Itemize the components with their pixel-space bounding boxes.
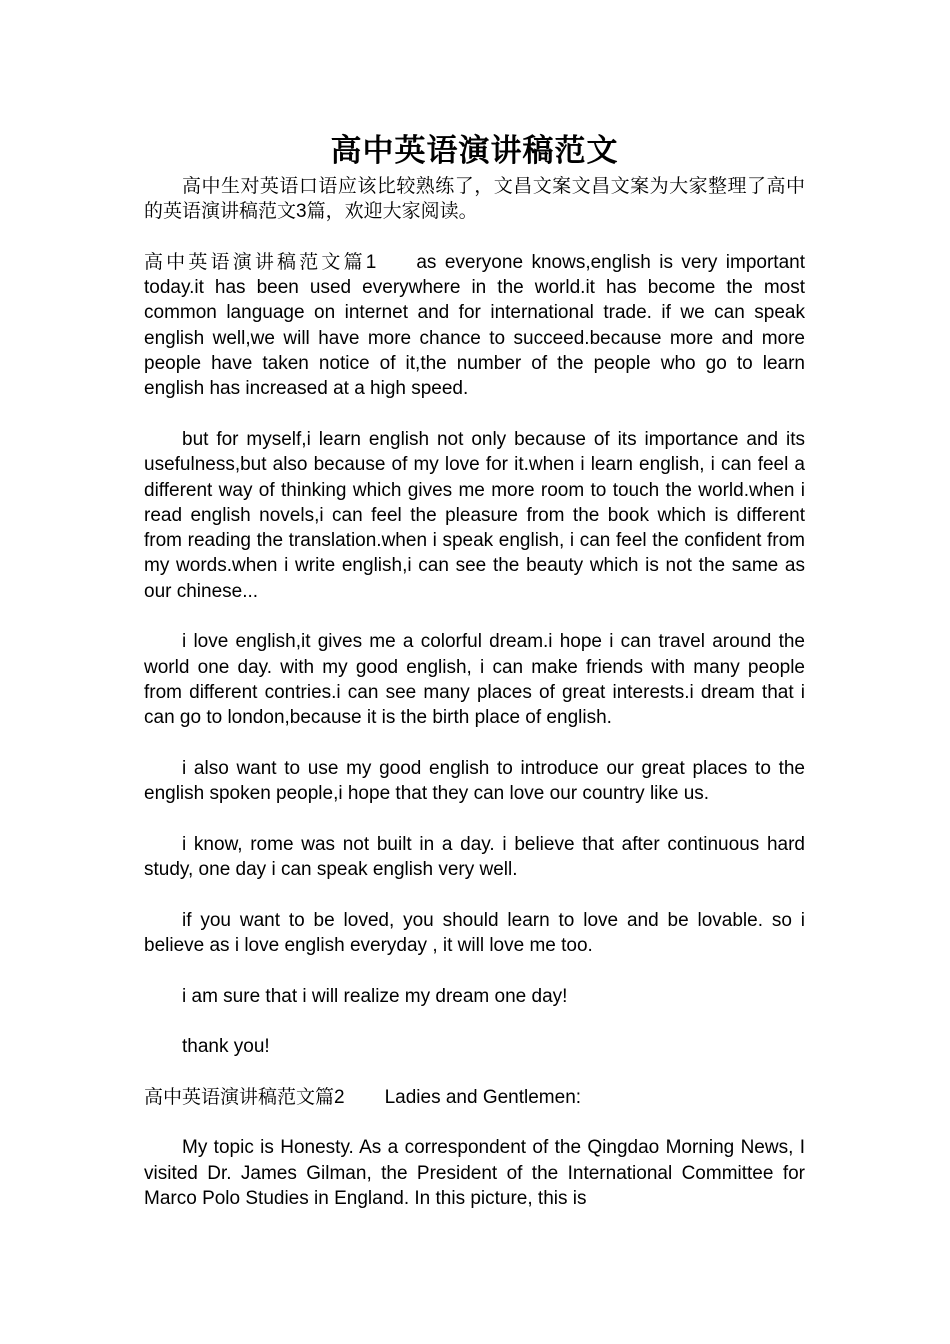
document-page xyxy=(144,128,805,1211)
intro-paragraph: 高中生对英语口语应该比较熟练了，文昌文案文昌文案为大家整理了高中的英语演讲稿范文3篇，欢迎大家阅读。 xyxy=(144,176,805,223)
section1-paragraph: thank you! xyxy=(182,1036,270,1058)
section1-paragraph: i am sure that i will realize my dream one day! xyxy=(182,985,568,1007)
section1-paragraph: if you want to be loved, you should learn to love and be lovable. so i believe as i love english everyday , it will love me too. xyxy=(144,909,805,956)
section1-paragraph: i love english,it gives me a colorful dream.i hope i can travel around the world one day. with my good english, i can make friends with many people from different contries.i can see many places of great interests.i dream that i can go to london,because it is the birth place of english. xyxy=(144,631,805,729)
section2-paragraph: My topic is Honesty. As a correspondent of the Qingdao Morning News, I visited Dr. James Gilman, the President of the International Committee for Marco Polo Studies in England. In this picture, this is xyxy=(144,1137,805,1209)
document-title: 高中英语演讲稿范文 xyxy=(330,133,619,168)
section1-first-text: as everyone knows,english is very important today.it has been used everywhere in the world.it has become the most common language on internet and for international trade. if we can speak english well,we will have more chance to succeed.because more and more people have taken notice of it,the number of the people who go to learn english has increased at a high speed. xyxy=(144,251,805,400)
section1-opening xyxy=(144,250,805,402)
section1-paragraph: but for myself,i learn english not only because of its importance and its usefulness,but also because of my love for it.when i learn english, i can feel a different way of thinking which gives me more room to touch the world.when i read english novels,i can feel the pleasure from the book which is different from reading the translation.when i speak english, i can feel the confident from my words.when i write english,i can see the beauty which is not the same as our chinese... xyxy=(144,428,805,602)
section1-heading: 高中英语演讲稿范文篇1 xyxy=(144,251,377,273)
section1-paragraph: i also want to use my good english to introduce our great places to the english spoken people,i hope that they can love our country like us. xyxy=(144,757,805,805)
section2-opening xyxy=(144,1085,805,1110)
section2-first-text: Ladies and Gentlemen: xyxy=(384,1086,582,1108)
section2-heading: 高中英语演讲稿范文篇2 xyxy=(144,1086,345,1108)
section1-paragraph: i know, rome was not built in a day. i believe that after continuous hard study, one day i can speak english very well. xyxy=(144,833,805,881)
